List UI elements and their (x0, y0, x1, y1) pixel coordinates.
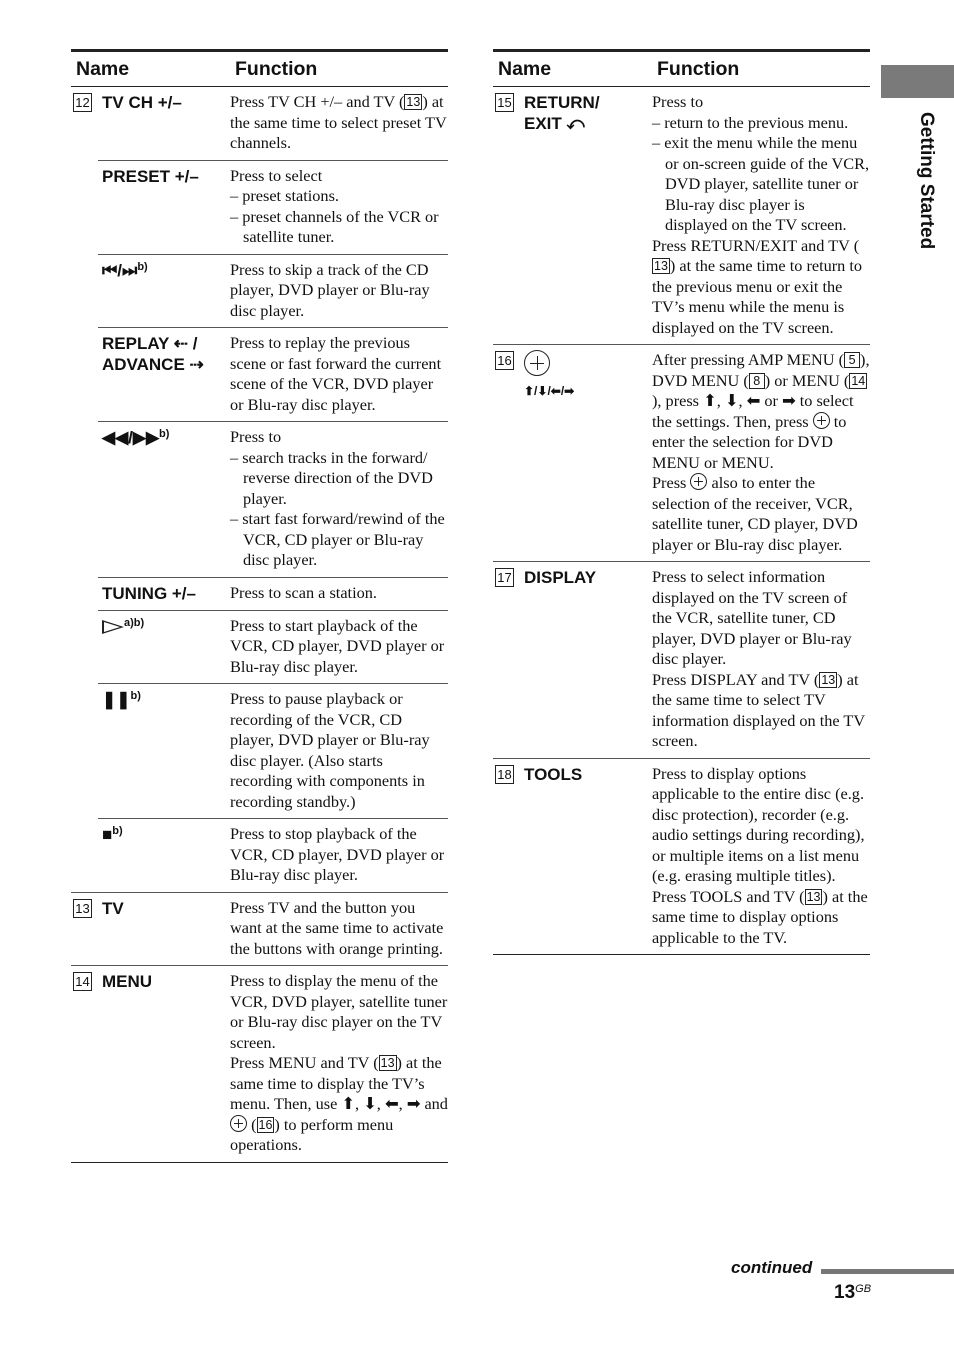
button-name-text-2: ADVANCE ⇢ (102, 355, 204, 374)
function-description (230, 328, 448, 421)
paragraph (230, 616, 448, 678)
function-description (230, 819, 448, 892)
text: Press TOOLS and TV ( (652, 886, 805, 906)
continued-label: continued (731, 1258, 813, 1277)
section-tab-marker (881, 65, 954, 98)
paragraph (230, 971, 448, 1053)
paragraph (652, 670, 870, 752)
footnote-ref: b) (137, 260, 148, 273)
button-name-text: ◀◀/▶▶ (102, 428, 160, 447)
item-ref-box: 5 (844, 352, 860, 368)
table-row (98, 683, 448, 818)
continued-bar (821, 1269, 954, 1274)
button-name (98, 161, 230, 254)
text: Press to skip a track of the CD player, DVD player or Blu-ray disc player. (230, 259, 430, 320)
header-name: Name (498, 57, 552, 80)
footnote-ref: a)b) (124, 616, 145, 629)
paragraph (652, 764, 870, 887)
right-function-table (493, 49, 870, 955)
text: Press TV and the button you want at the same time to activate the buttons with orange printing. (230, 897, 444, 958)
button-name-text: TOOLS (524, 764, 583, 784)
table-row (98, 421, 448, 577)
text: Press to pause playback or recording of the VCR, CD player, DVD player or Blu-ray disc player. (Also starts recording with components in recording standby.) (230, 689, 430, 811)
function-description (230, 422, 448, 577)
text: ) at the same time to return to the previous menu or exit the TV’s menu while the menu is displayed on the TV screen. (652, 256, 863, 337)
button-name-text: ■ (102, 825, 113, 844)
function-description (230, 578, 448, 610)
table-header (71, 52, 448, 87)
item-ref-box: 13 (654, 259, 668, 273)
button-name-text: RETURN/ (524, 93, 600, 112)
table-end-rule (493, 954, 870, 955)
list-item (652, 113, 870, 134)
text: also to enter the selection of the receiver, VCR, satellite tuner, CD player, DVD player or Blu-ray disc player. (652, 473, 858, 554)
enter-icon (813, 412, 830, 429)
button-name (493, 345, 652, 561)
text: – search tracks in the forward/ reverse direction of the DVD player. (230, 447, 433, 508)
table-row (493, 344, 870, 561)
paragraph (652, 473, 870, 555)
play-icon (102, 620, 124, 634)
function-description (652, 759, 870, 955)
function-description (652, 345, 870, 561)
button-name (98, 328, 230, 421)
enter-icon (230, 1115, 247, 1132)
paragraph (230, 260, 448, 322)
text: ) to perform menu operations. (230, 1114, 394, 1154)
item-ref-box: 13 (806, 889, 821, 904)
list-item (230, 186, 448, 207)
text: Press to display the menu of the VCR, DVD player, satellite tuner or Blu-ray disc player on the TV screen. (230, 971, 448, 1052)
button-name-text: TV CH +/– (102, 93, 182, 112)
paragraph (230, 427, 448, 448)
text: Press to select information displayed on the TV screen of the VCR, satellite tuner, CD player, DVD player or Blu-ray disc player. (652, 567, 852, 668)
footnote-ref: b) (130, 690, 141, 702)
button-name (493, 562, 652, 758)
function-description (230, 684, 448, 818)
text: Press (652, 473, 691, 492)
button-name-text: ⏮/⏭ (102, 260, 138, 280)
text: – preset stations. (230, 186, 339, 205)
paragraph (230, 333, 448, 415)
list-item (230, 509, 448, 571)
list-item (230, 207, 448, 248)
item-number: 13 (73, 899, 92, 918)
function-description (230, 611, 448, 684)
button-name-text: TV (102, 898, 124, 918)
text: Press to (230, 427, 282, 446)
function-description (652, 87, 870, 344)
button-name (493, 87, 652, 344)
item-ref-box: 13 (380, 1056, 395, 1070)
button-name-text: MENU (102, 972, 153, 991)
text: ) or MENU ( (764, 370, 850, 390)
text: – exit the menu while the menu or on-screen guide of the VCR, DVD player, satellite tuner or Blu-ray disc player is displayed on the TV screen. (652, 133, 870, 234)
section-title: Getting Started (916, 112, 937, 250)
page-number-value: 13 (834, 1282, 856, 1303)
text: – preset channels of the VCR or satellite tuner. (230, 206, 439, 246)
button-name-text-2: ⬆/⬇/⬅/➡ (524, 384, 575, 398)
table-header (493, 52, 870, 87)
paragraph (230, 689, 448, 812)
text: Press to replay the previous scene or fast forward the current scene of the VCR, DVD player or Blu-ray disc player. (230, 333, 442, 414)
paragraph (230, 824, 448, 886)
text: Press TV CH +/– and TV ( (230, 92, 405, 111)
text: – return to the previous menu. (652, 112, 849, 132)
function-description (230, 893, 448, 966)
button-name (71, 87, 230, 160)
text: to enter the selection for DVD MENU or MENU. (652, 411, 847, 472)
item-ref-box: 13 (821, 672, 836, 687)
text: Press to start playback of the VCR, CD player, DVD player or Blu-ray disc player. (230, 615, 445, 676)
item-ref-box: 16 (258, 1117, 273, 1132)
text: ), DVD MENU ( (652, 350, 870, 390)
text: ( (247, 1114, 257, 1134)
paragraph (230, 92, 448, 154)
item-ref-box: 14 (851, 373, 866, 388)
text: Press RETURN/EXIT and TV ( (652, 235, 860, 255)
table-row (71, 87, 448, 160)
text: ), press ⬆, ⬇, ⬅ or ➡ to select the settings. Then, press (652, 391, 854, 431)
text: Press to stop playback of the VCR, CD player, DVD player or Blu-ray disc player. (230, 824, 445, 884)
header-function: Function (657, 57, 740, 80)
page-number (834, 1282, 871, 1304)
text: Press MENU and TV ( (230, 1053, 379, 1072)
table-row (98, 327, 448, 421)
table-row (98, 254, 448, 328)
text: ) at the same time to select TV information displayed on the TV screen. (652, 669, 865, 750)
header-name: Name (76, 57, 130, 80)
paragraph (652, 887, 870, 949)
text: ) at the same time to display the TV’s menu. Then, use ⬆, ⬇, ⬅, ➡ and (230, 1053, 448, 1113)
text: ) at the same time to select preset TV channels. (230, 92, 447, 152)
button-name (98, 819, 230, 892)
button-name (71, 966, 230, 1162)
item-number: 14 (73, 972, 92, 991)
button-name-text-2: EXIT ⤺ (524, 114, 585, 133)
button-name (98, 578, 230, 610)
button-name (493, 759, 652, 955)
footnote-ref: b) (112, 825, 123, 837)
page-suffix: GB (855, 1283, 872, 1295)
text: Press to select (230, 165, 323, 185)
paragraph (652, 92, 870, 113)
right-rows (493, 87, 870, 954)
table-row (493, 758, 870, 955)
item-number: 15 (495, 93, 514, 112)
button-name (98, 422, 230, 577)
paragraph (652, 567, 870, 670)
left-function-table (71, 49, 448, 1163)
enter-icon (524, 350, 550, 376)
item-number: 12 (73, 93, 92, 112)
function-description (230, 966, 448, 1162)
function-description (230, 161, 448, 254)
list-item (230, 448, 448, 510)
text: Press to scan a station. (230, 582, 377, 602)
paragraph (230, 898, 448, 960)
button-name-text: REPLAY ⇠ / (102, 334, 198, 353)
table-row (98, 610, 448, 684)
text: After pressing AMP MENU ( (652, 350, 845, 369)
button-name (71, 893, 230, 966)
paragraph (652, 350, 870, 473)
item-ref-box: 13 (406, 95, 421, 109)
paragraph (230, 166, 448, 187)
table-row (71, 892, 448, 966)
text: Press DISPLAY and TV ( (652, 669, 820, 689)
button-name-text: PRESET +/– (102, 166, 199, 186)
text: Press to display options applicable to the entire disc (e.g. disc protection), recorder (e.g. audio settings during recording), or multiple items on a list menu (e.g. erasing multiple titles). (652, 763, 865, 885)
button-name (98, 684, 230, 818)
list-item (652, 133, 870, 236)
table-row (98, 818, 448, 892)
table-row (71, 965, 448, 1162)
button-name (98, 611, 230, 684)
footnote-ref: b) (159, 428, 170, 440)
paragraph (230, 1053, 448, 1156)
left-rows (71, 87, 448, 1162)
button-name-text: ❚❚ (102, 690, 131, 709)
table-row (493, 561, 870, 758)
text: Press to (652, 92, 704, 111)
button-name-text: TUNING +/– (102, 583, 196, 603)
table-row (98, 160, 448, 254)
text: – start fast forward/rewind of the VCR, CD player or Blu-ray disc player. (230, 509, 445, 569)
header-function: Function (235, 57, 318, 80)
function-description (652, 562, 870, 758)
paragraph (652, 236, 870, 339)
item-number: 17 (495, 568, 514, 587)
enter-icon (690, 473, 707, 490)
function-description (230, 87, 448, 160)
button-name (98, 255, 230, 328)
table-end-rule (71, 1162, 448, 1163)
item-number: 18 (495, 765, 514, 784)
item-number: 16 (495, 351, 514, 370)
item-ref-box: 8 (749, 373, 765, 389)
text: ) at the same time to display options applicable to the TV. (652, 886, 868, 947)
table-row (493, 87, 870, 344)
table-row (98, 577, 448, 610)
function-description (230, 255, 448, 328)
button-name-text: DISPLAY (524, 568, 597, 587)
paragraph (230, 583, 448, 604)
